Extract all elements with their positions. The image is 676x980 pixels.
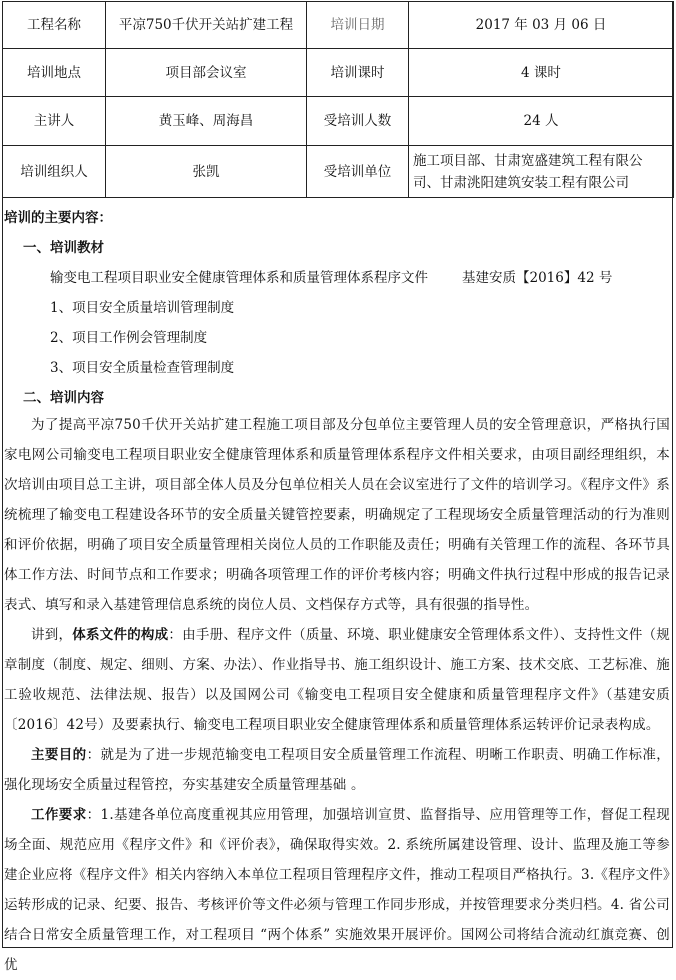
purpose-text: ：就是为了进一步规范输变电工程项目安全质量管理工作流程、明晰工作职责、明确工作标准，强化现场安全质量过程管控，夯实基建安全质量管理基础 。 [4, 747, 670, 793]
project-name-label: 工程名称 [3, 2, 106, 49]
table-row [3, 49, 674, 97]
material-doc-name: 输变电工程项目职业安全健康管理体系和质量管理体系程序文件 [50, 270, 428, 286]
material-list-item: 3、项目安全质量检查管理制度 [50, 360, 235, 376]
content-paragraph-purpose [4, 740, 670, 800]
section-heading-content: 二、培训内容 [23, 390, 104, 406]
trainee-units-value: 施工项目部、甘肃宽盛建筑工程有限公司、甘肃洮阳建筑安装工程有限公司 [409, 146, 674, 198]
training-location-label: 培训地点 [3, 49, 106, 97]
structure-text: ：由手册、程序文件（质量、环境、职业健康安全管理体系文件）、支持性文件（规章制度（制度、规定、细则、方案、办法）、作业指导书、施工组织设计、施工方案、技术交底、工艺标准、施工验收规范、法律法规、报告）以及国网公司《输变电工程项目安全健康和质量管理程序文件》（基建安质〔2016〕42号）及要素执行、输变电工程项目职业安全健康管理体系和质量管理体系运转评价记录表构成。 [4, 627, 671, 733]
speaker-value: 黄玉峰、周海昌 [106, 97, 307, 146]
header-table [2, 1, 674, 198]
table-row [3, 2, 674, 49]
structure-label: 体系文件的构成 [72, 627, 169, 643]
content-paragraph-structure [4, 620, 670, 740]
training-date-label: 培训日期 [307, 2, 409, 49]
training-hours-label: 培训课时 [307, 49, 409, 97]
project-name-value: 平凉750千伏开关站扩建工程 [106, 2, 307, 49]
main-content-title: 培训的主要内容： [4, 210, 112, 226]
speaker-label: 主讲人 [3, 97, 106, 146]
table-row [3, 97, 674, 146]
requirements-text: ：1.基建各单位高度重视其应用管理，加强培训宣贯、监督指导、应用管理等工作，督促工程现场全面、规范应用《程序文件》和《评价表》，确保取得实效。2. 系统所属建设管理、设计、监理及施工等参建企业应将《程序文件》相关内容纳入本单位工程项目管理程序文件，推动工程项目严格执行。3.《程序文件》运转形成的记录、纪要、报告、考核评价等文件必须与管理工作同步形成，并按管理要求分类归档。4. 省公司结合日常安全质量管理工作，对工程项目 “两个体系” 实施效果开展评价。国网公司将结合流动红旗竞赛、创优 [4, 807, 670, 973]
training-hours-value: 4 课时 [409, 49, 674, 97]
material-list-item: 2、项目工作例会管理制度 [50, 330, 208, 346]
training-date-value: 2017 年 03 月 06 日 [409, 2, 674, 49]
section-heading-materials: 一、培训教材 [23, 240, 104, 256]
trainee-units-label: 受培训单位 [307, 146, 409, 198]
purpose-label: 主要目的 [31, 747, 87, 763]
para-lead-text: 讲到， [31, 627, 73, 643]
material-list-item: 1、项目安全质量培训管理制度 [50, 300, 235, 316]
organizer-label: 培训组织人 [3, 146, 106, 198]
trainee-count-value: 24 人 [409, 97, 674, 146]
requirements-label: 工作要求 [31, 807, 87, 823]
training-location-value: 项目部会议室 [106, 49, 307, 97]
content-paragraph-intro: 为了提高平凉750千伏开关站扩建工程施工项目部及分包单位主要管理人员的安全管理意识，严格执行国家电网公司输变电工程项目职业安全健康管理体系和质量管理体系程序文件相关要求，由项目副经理组织，本次培训由项目总工主讲，项目部全体人员及分包单位相关人员在会议室进行了文件的培训学习。《程序文件》系统梳理了输变电工程建设各环节的安全质量关键管控要素，明确规定了工程现场安全质量管理活动的行为准则和评价依据，明确了项目安全质量管理相关岗位人员的工作职能及责任；明确有关管理工作的流程、各环节具体工作方法、时间节点和工作要求；明确各项管理工作的评价考核内容；明确文件执行过程中形成的报告记录表式、填写和录入基建管理信息系统的岗位人员、文档保存方式等，具有很强的指导性。 [4, 417, 670, 613]
content-paragraph-requirements [4, 800, 670, 980]
material-doc-code: 基建安质【2016】42 号 [462, 270, 613, 286]
trainee-count-label: 受培训人数 [307, 97, 409, 146]
organizer-value: 张凯 [106, 146, 307, 198]
table-row [3, 146, 674, 198]
